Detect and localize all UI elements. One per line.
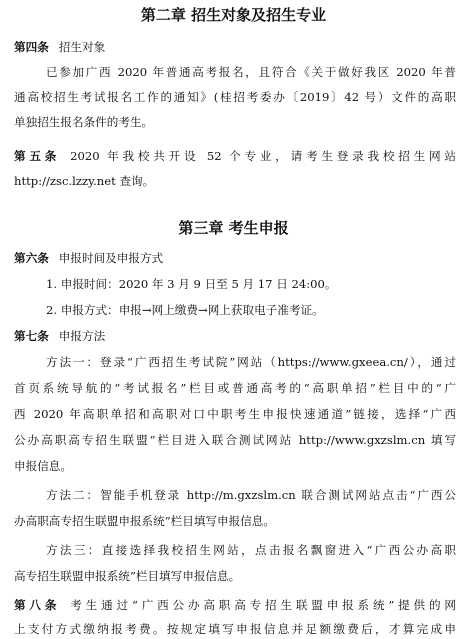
article-5-line-1: [14, 148, 456, 164]
article-4-text-line-2: 通高校招生考试报名工作的通知》(桂招考委办〔2019〕42 号）文件的高职: [14, 90, 456, 104]
article-4-text-line-1: 已参加广西 2020 年普通高考报名，且符合《关于做好我区 2020 年普: [46, 65, 456, 79]
method-1-line-5: 申报信息。: [14, 459, 72, 473]
method-3-line-2: 高专招生联盟申报系统”栏目填写申报信息。: [14, 569, 241, 583]
article-4-label: 第四条: [14, 40, 49, 54]
article-4-text-line-3: 单独招生报名条件的考生。: [14, 115, 154, 129]
article-6-heading: 申报时间及申报方式: [58, 251, 164, 265]
chapter-2-title: 第二章 招生对象及招生专业: [140, 6, 327, 24]
method-1-line-4: 公办高职高专招生联盟”栏目进入联合测试网站 http://www.gxzslm.cn 填写: [14, 433, 456, 447]
article-7-heading: 申报方法: [58, 329, 106, 343]
article-6-item-1: 1. 申报时间：2020 年 3 月 9 日至 5 月 17 日 24:00。: [46, 277, 337, 291]
article-8-label: 第八条: [14, 598, 61, 612]
article-5-text-2: http://zsc.lzzy.net 查询。: [14, 174, 155, 188]
article-6-label: 第六条: [14, 251, 49, 265]
method-3-line-1: 方法三：直接选择我校招生网站，点击报名飘窗进入“广西公办高职: [46, 543, 456, 557]
article-7-label: 第七条: [14, 329, 49, 343]
article-4-heading-line: [14, 39, 456, 55]
article-7-heading-line: [14, 328, 456, 344]
article-6-heading-line: [14, 250, 456, 266]
method-1-line-1: 方法一：登录“广西招生考试院”网站（https://www.gxeea.cn/），通过: [46, 355, 456, 369]
method-2-line-1: 方法二：智能手机登录 http://m.gxzslm.cn 联合测试网站点击“广西公: [46, 488, 456, 502]
article-8-text-1: 考生通过“广西公办高职高专招生联盟申报系统”提供的网: [70, 598, 456, 612]
method-2-line-2: 办高职高专招生联盟申报系统”栏目填写申报信息。: [14, 514, 275, 528]
method-1-line-3: 西 2020 年高职单招和高职对口中职考生申报快速通道”链接，选择“广西: [14, 407, 456, 421]
article-5-label: 第五条: [14, 149, 61, 163]
article-6-item-2: 2. 申报方式：申报→网上缴费→网上获取电子准考证。: [46, 303, 324, 317]
article-8-line-1: [14, 597, 456, 613]
article-8-text-2: 上支付方式缴纳报考费。按规定填写申报信息并足额缴费后，才算完成申: [14, 622, 456, 636]
article-4-heading: 招生对象: [58, 40, 106, 54]
chapter-3-title: 第三章 考生申报: [178, 219, 289, 237]
article-5-text-1: 2020 年我校共开设 52 个专业，请考生登录我校招生网站: [70, 149, 456, 163]
method-1-line-2: 首页系统导航的“考试报名”栏目或普通高考的“高职单招”栏目中的“广: [14, 381, 456, 395]
